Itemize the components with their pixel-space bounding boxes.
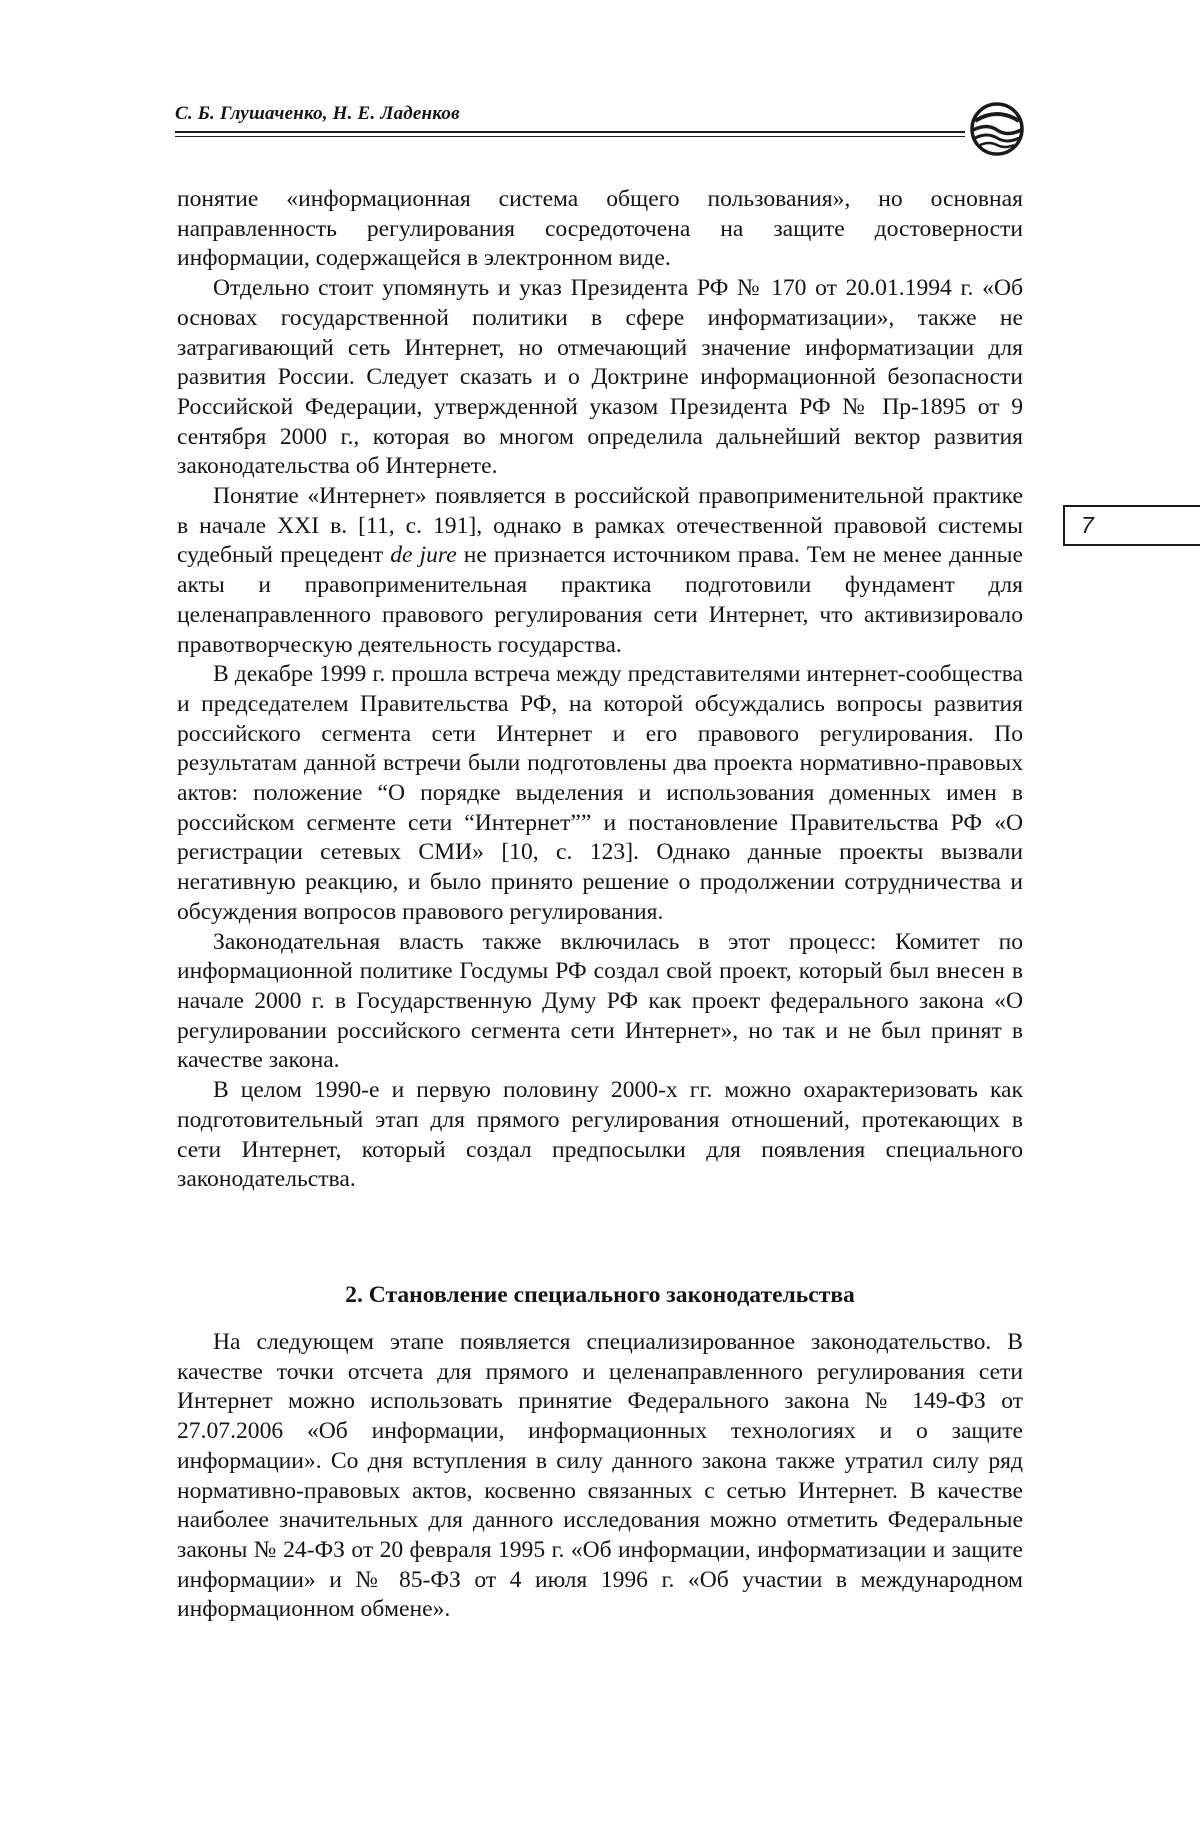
section1-body <box>177 185 1023 1195</box>
running-header-authors: С. Б. Глушаченко, Н. Е. Ладенков <box>175 103 460 124</box>
paragraph: В декабре 1999 г. прошла встреча между представителями интернет-сообщества и председателем Правительства РФ, на которой обсуждались вопросы развития российского сегмента сети Интернет и его правового регулирования. По результатам данной встречи были подготовлены два проекта нормативно-правовых актов: положение “О порядке выделения и использования доменных имен в российском сегменте сети “Интернет”” и постановление Правительства РФ «О регистрации сетевых СМИ» [10, с. 123]. Однако данные проекты вызвали негативную реакцию, и было принято решение о продолжении сотрудничества и обсуждения вопросов правового регулирования. <box>177 661 1023 925</box>
latin-term: de jure <box>390 542 457 569</box>
running-header <box>175 103 1025 153</box>
paragraph: Законодательная власть также включилась в этот процесс: Комитет по информационной политике Госдумы РФ создал свой проект, который был внесен в начале 2000 г. в Государственную Думу РФ как проект федерального закона «О регулировании российского сегмента сети Интернет», но так и не был принят в качестве закона. <box>177 928 1023 1074</box>
section-heading: 2. Становление специального законодательства <box>345 1282 855 1308</box>
publisher-logo-icon <box>967 101 1027 157</box>
section2-body <box>177 1328 1023 1625</box>
paragraph: Отдельно стоит упомянуть и указ Президента РФ № 170 от 20.01.1994 г. «Об основах государственной политики в сфере информатизации», также не затрагивающий сеть Интернет, но отмечающий значение информатизации для развития России. Следует сказать и о Доктрине информационной безопасности Российской Федерации, утвержденной указом Президента РФ № Пр-1895 от 9 сентября 2000 г., которая во многом определила дальнейший вектор развития законодательства об Интернете. <box>177 275 1023 480</box>
paragraph: понятие «информационная система общего пользования», но основная направленность регулирования сосредоточена на защите достоверности информации, содержащейся в электронном виде. <box>177 186 1023 272</box>
page-number-box <box>1063 505 1200 546</box>
paragraph: На следующем этапе появляется специализированное законодательство. В качестве точки отсчета для прямого и целенаправленного регулирования сети Интернет можно использовать принятие Федерального закона № 149-ФЗ от 27.07.2006 «Об информации, информационных технологиях и о защите информации». Со дня вступления в силу данного закона также утратил силу ряд нормативно-правовых актов, косвенно связанных с сетью Интернет. В качестве наиболее значительных для данного исследования можно отметить Федеральные законы № 24-ФЗ от 20 февраля 1995 г. «Об информации, информатизации и защите информации» и № 85-ФЗ от 4 июля 1996 г. «Об участии в международном информационном обмене». <box>177 1329 1023 1623</box>
header-rule-thin <box>175 136 965 137</box>
paragraph-text: Понятие «Интернет» появляется в российской правоприменительной практике в начале XXI в. [11, с. 191], однако в рамках отечественной правовой системы судебный прецедент <box>177 483 1023 569</box>
page-number: 7 <box>1081 512 1094 538</box>
paragraph: В целом 1990-е и первую половину 2000-х гг. можно охарактеризовать как подготовительный этап для прямого регулирования отношений, протекающих в сети Интернет, который создал предпосылки для появления специального законодательства. <box>177 1077 1023 1193</box>
paragraph <box>177 482 1023 660</box>
header-rule-thick <box>175 131 965 133</box>
paragraph-text: не признается источником права. Тем не менее данные акты и правоприменительная практика подготовили фундамент для целенаправленного правового регулирования сети Интернет, что активизировало правотворческую деятельность государства. <box>177 542 1023 658</box>
